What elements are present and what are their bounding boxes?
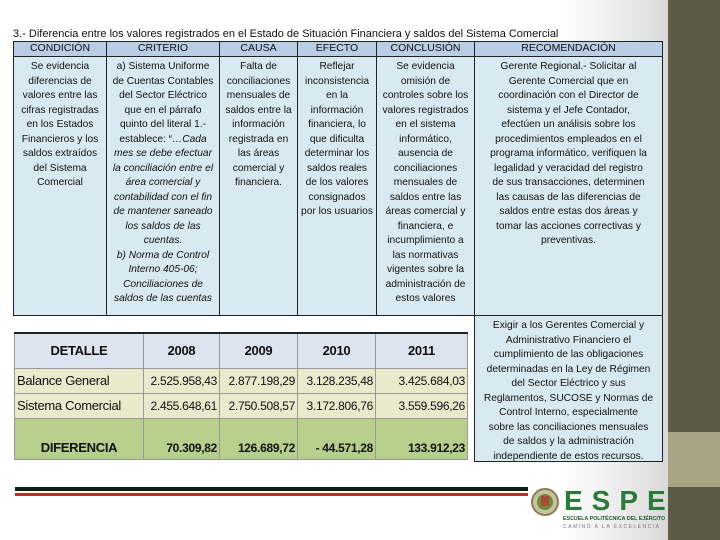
financial-table (14, 332, 468, 460)
value-cell: 2.877.198,29 (220, 368, 298, 393)
table-row (15, 368, 468, 393)
espe-shield-icon (530, 482, 675, 532)
cell-conclusion: Se evidencia omisión de controles sobre los valores registrados en el sistema informático, ausencia de conciliaciones mensuales de saldos entre las áreas comercial y financiera, e incumplimiento a las normativas vigentes sobre la administración de estos valores (376, 56, 475, 316)
cell-recomendacion-2: Exigir a los Gerentes Comercial y Administrativo Financiero el cumplimiento de las obligaciones determinadas en la Ley de Régimen del Sector Eléctrico y sus Reglamentos, SUCOSE y Normas de Control Interno, especialmente sobre las conciliaciones mensuales de saldos y la administración independiente de estos recursos. (474, 315, 663, 462)
value-cell: 2.525.958,43 (144, 368, 220, 393)
decorative-line-dark (15, 487, 528, 491)
value-cell: 70.309,82 (144, 418, 220, 459)
financial-header-row (15, 333, 468, 368)
col-header: 2009 (220, 333, 298, 368)
cell-causa: Falta de conciliaciones mensuales de saldos entre la información registrada en las áreas comercial y financiera. (219, 56, 298, 316)
table-row (15, 393, 468, 418)
header-conclusion: CONCLUSIÓN (376, 41, 475, 57)
col-header: 2010 (298, 333, 376, 368)
header-causa: CAUSA (219, 41, 298, 57)
value-cell: 2.455.648,61 (144, 393, 220, 418)
cell-criterio (106, 56, 220, 316)
slide-title: 3.- Diferencia entre los valores registrados en el Estado de Situación Financiera y saldos del Sistema Comercial (13, 28, 559, 40)
value-cell: 3.559.596,26 (376, 393, 468, 418)
side-decoration-band (668, 432, 720, 487)
header-criterio: CRITERIO (106, 41, 220, 57)
header-condicion: CONDICIÓN (13, 41, 107, 57)
col-header: 2008 (144, 333, 220, 368)
svg-text:CAMINO A LA EXCELENCIA: CAMINO A LA EXCELENCIA (563, 524, 661, 530)
header-efecto: EFECTO (297, 41, 377, 57)
value-cell: 3.425.684,03 (376, 368, 468, 393)
svg-text:ESPE: ESPE (564, 485, 675, 516)
criterio-text: a) Sistema Uniforme de Cuentas Contables del Sector Eléctrico que en el párrafo quinto del literal 1.- establece: “ (112, 61, 214, 145)
svg-text:ESCUELA POLITÉCNICA DEL EJÉRCI: ESCUELA POLITÉCNICA DEL EJÉRCITO (563, 516, 666, 522)
row-label: Balance General (15, 368, 144, 393)
cell-condicion: Se evidencia diferencias de valores entre las cifras registradas en los Estados Financieros y los saldos extraídos del Sistema Comercial (13, 56, 107, 316)
decorative-line-red (15, 493, 528, 496)
value-cell: 126.689,72 (220, 418, 298, 459)
col-header: DETALLE (15, 333, 144, 368)
header-recomendacion: RECOMENDACIÓN (474, 41, 663, 57)
value-cell: 133.912,23 (376, 418, 468, 459)
value-cell: 2.750.508,57 (220, 393, 298, 418)
value-cell: 3.128.235,48 (298, 368, 376, 393)
col-header: 2011 (376, 333, 468, 368)
row-label: Sistema Comercial (15, 393, 144, 418)
value-cell: - 44.571,28 (298, 418, 376, 459)
criterio-quote: …Cada mes se debe efectuar la conciliación entre el área comercial y contabilidad con el fin de mantener saneado los saldos de las cuentas. b) Norma de Control Interno 405-06; Conciliaciones de saldos de las cuentas (112, 133, 214, 304)
difference-row (15, 418, 468, 459)
row-label: DIFERENCIA (15, 418, 144, 459)
financial-table-container (14, 332, 467, 460)
value-cell: 3.172.806,76 (298, 393, 376, 418)
cell-recomendacion-1: Gerente Regional.- Solicitar al Gerente Comercial que en coordinación con el Director de sistema y el Jefe Contador, efectúen un análisis sobre los procedimientos empleados en el programa informático, verifiquen la legalidad y veracidad del registro de sus transacciones, determinen las causas de las diferencias de saldos entre estas dos áreas y tomar las acciones correctivas y preventivas. (474, 56, 663, 316)
cell-efecto: Reflejar inconsistencia en la información financiera, lo que dificulta determinar los saldos reales de los valores consignados por los usuarios (297, 56, 377, 316)
espe-logo (530, 482, 675, 532)
